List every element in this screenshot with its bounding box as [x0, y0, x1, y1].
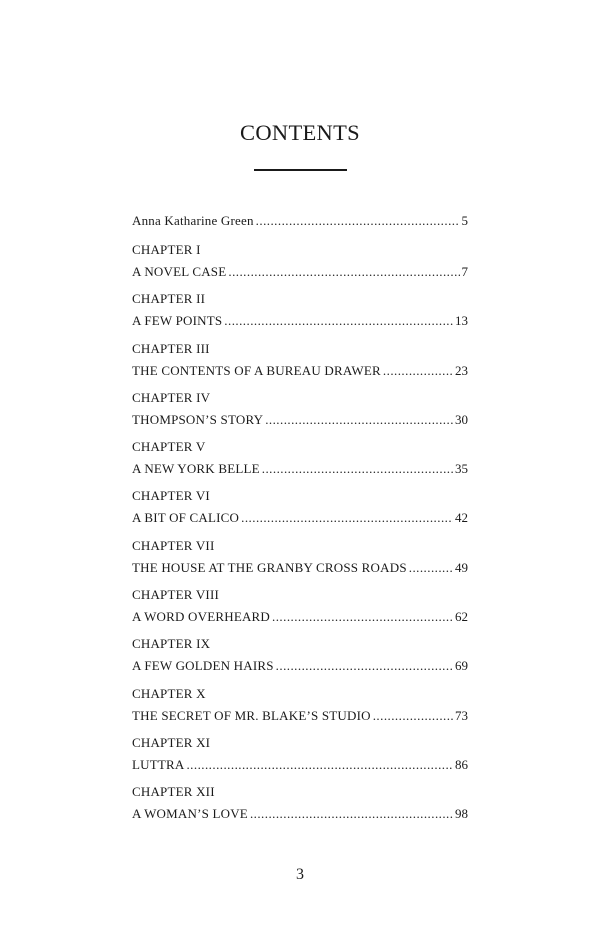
toc-line [132, 211, 468, 231]
chapter-page: 35 [455, 461, 468, 477]
chapter-title: THE HOUSE AT THE GRANBY CROSS ROADS [132, 559, 407, 575]
chapter-page: 69 [455, 658, 468, 674]
chapter-page: 13 [455, 313, 468, 329]
chapter-title: THE SECRET OF MR. BLAKE’S STUDIO [132, 707, 371, 723]
toc-entry-chapter-9[interactable] [132, 634, 468, 683]
dot-leader [383, 361, 453, 381]
chapter-label: CHAPTER IX [132, 636, 211, 652]
toc-entry-chapter-5[interactable] [132, 437, 468, 486]
dot-leader [272, 607, 453, 627]
toc-line [132, 558, 468, 578]
dot-leader [256, 211, 460, 231]
chapter-label: CHAPTER II [132, 291, 206, 307]
toc-line [132, 311, 468, 331]
toc-line [132, 508, 468, 528]
page-number: 3 [296, 866, 304, 883]
chapter-title: LUTTRA [132, 756, 185, 772]
toc-entry-chapter-1[interactable] [132, 240, 468, 289]
chapter-title: A BIT OF CALICO [132, 510, 240, 526]
toc-entry-page: 5 [461, 213, 468, 228]
chapter-label: CHAPTER XI [132, 734, 211, 750]
toc-line [132, 607, 468, 627]
chapter-title: A WORD OVERHEARD [132, 609, 271, 625]
toc-entry-chapter-8[interactable] [132, 585, 468, 634]
toc-entry-chapter-3[interactable] [132, 339, 468, 388]
dot-leader [409, 558, 453, 578]
dot-leader [262, 459, 453, 479]
chapter-label: CHAPTER X [132, 685, 206, 701]
toc-line [132, 804, 468, 824]
dot-leader [228, 262, 459, 282]
chapter-page: 7 [461, 264, 468, 279]
toc-line [132, 656, 468, 676]
chapter-title: THE CONTENTS OF A BUREAU DRAWER [132, 362, 381, 378]
toc-entry-title: Anna Katharine Green [132, 213, 254, 228]
page-title: CONTENTS [240, 120, 360, 145]
toc-line [132, 361, 468, 381]
chapter-page: 62 [455, 609, 468, 625]
chapter-page: 30 [455, 411, 468, 427]
dot-leader [373, 706, 453, 726]
toc-entry-chapter-2[interactable] [132, 289, 468, 338]
dot-leader [276, 656, 453, 676]
chapter-page: 86 [455, 756, 468, 772]
chapter-page: 98 [455, 806, 468, 822]
toc-entry-chapter-10[interactable] [132, 684, 468, 733]
chapter-title: A FEW GOLDEN HAIRS [132, 658, 274, 674]
dot-leader [265, 410, 453, 430]
toc-entry-chapter-7[interactable] [132, 536, 468, 585]
toc-entry-front-matter[interactable] [132, 211, 468, 231]
dot-leader [250, 804, 453, 824]
chapter-label: CHAPTER VI [132, 488, 210, 504]
toc-entry-chapter-4[interactable] [132, 388, 468, 437]
chapter-page: 42 [455, 510, 468, 526]
toc-entry-chapter-6[interactable] [132, 486, 468, 535]
chapter-label: CHAPTER XII [132, 784, 215, 800]
title-rule [254, 169, 347, 171]
chapter-title: A FEW POINTS [132, 313, 223, 329]
dot-leader [186, 755, 453, 775]
chapter-label: CHAPTER VII [132, 537, 215, 553]
chapter-title: A WOMAN’S LOVE [132, 806, 248, 822]
chapter-title: A NOVEL CASE [132, 264, 227, 279]
chapter-page: 23 [455, 362, 468, 378]
chapter-title: THOMPSON’S STORY [132, 411, 264, 427]
dot-leader [241, 508, 453, 528]
dot-leader [224, 311, 453, 331]
toc-line [132, 410, 468, 430]
chapter-page: 73 [455, 707, 468, 723]
chapter-label: CHAPTER V [132, 439, 206, 455]
chapter-label: CHAPTER VIII [132, 587, 220, 603]
toc-entry-chapter-12[interactable] [132, 782, 468, 831]
toc-line [132, 755, 468, 775]
toc-line [132, 459, 468, 479]
toc-line [132, 706, 468, 726]
toc-entry-chapter-11[interactable] [132, 733, 468, 782]
chapter-title: A NEW YORK BELLE [132, 461, 260, 477]
chapter-page: 49 [455, 559, 468, 575]
table-of-contents [132, 211, 468, 832]
chapter-label: CHAPTER III [132, 340, 210, 356]
chapter-label: CHAPTER I [132, 242, 201, 257]
toc-line [132, 262, 468, 282]
chapter-label: CHAPTER IV [132, 389, 211, 405]
